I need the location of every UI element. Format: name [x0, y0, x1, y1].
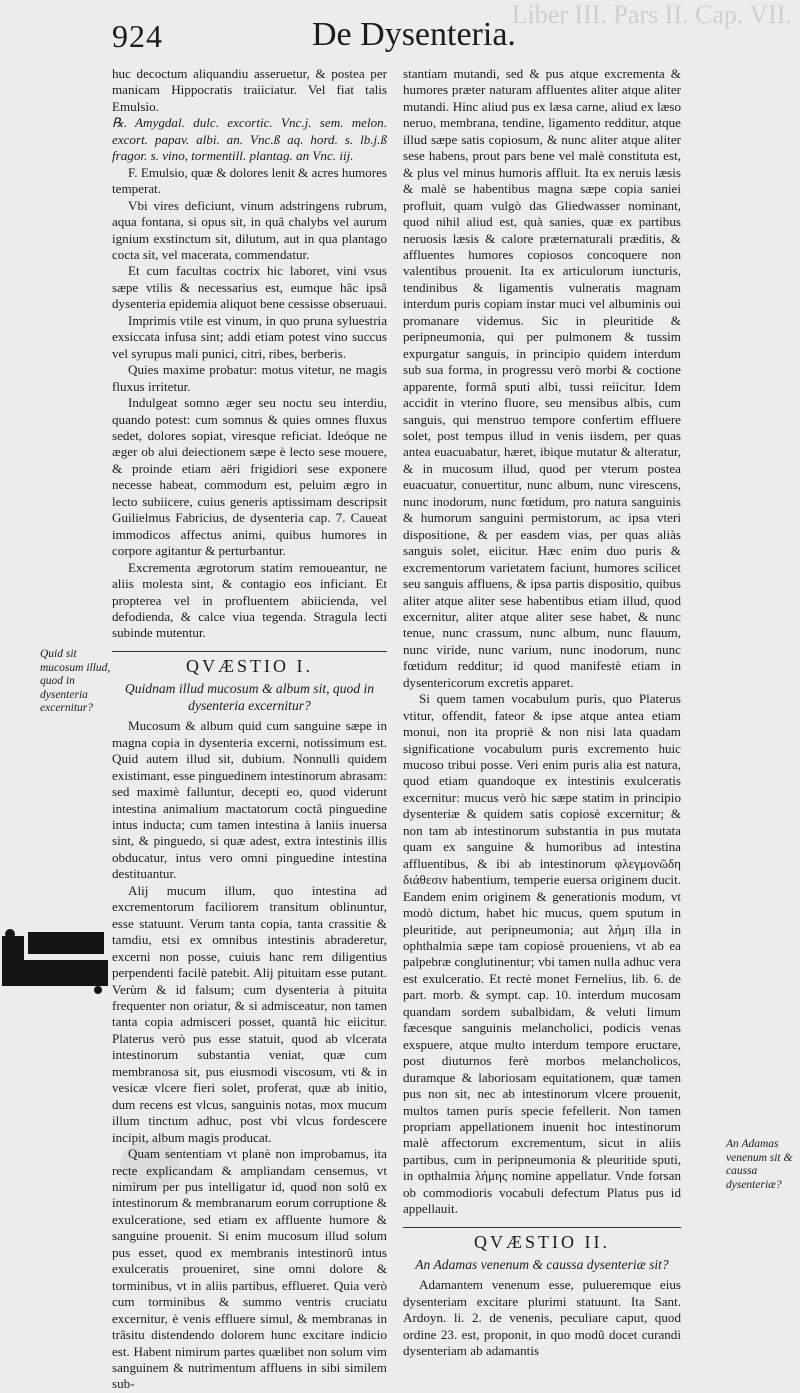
question-label: QVÆSTIO II.	[474, 1231, 610, 1252]
margin-note-right: An Adamas venenum sit & caussa dysenteriæ?	[726, 1138, 793, 1191]
paragraph: Adamantem venenum esse, pulueremque eius dysenteriam excitare plurimi statuunt. Ita Sant. Ardoyn. li. 2. de venenis, peculiare caput, quod ordine 23. est, proponit, in quo modû docet curandi dysenteriam ab adamantis	[403, 1277, 681, 1358]
ink-blot-mark	[0, 926, 110, 996]
left-column	[112, 66, 387, 1393]
paragraph: Vbi vires deficiunt, vinum adstringens rubrum, aqua fontana, si opus sit, in quâ chalybs vel aurum ignium exstinctum sit, dilutum, aut in qua plantago cocta sit, vel macerata, commendatur.	[112, 197, 387, 262]
paragraph: Excrementa ægrotorum statim remoueantur, ne aliis molesta sint, & contagio eos inficiant. Et propterea vel in profluentem abiicienda, vel defodienda, & calce viua tegenda. Stragula lecti subinde mutentur.	[112, 559, 387, 641]
paragraph: Mucosum & album quid cum sanguine sæpe in magna copia in dysenteria excerni, notissimum est. Quid autem illud sit, dubium. Nonnulli quidem existimant, esse pinguedinem intestinorum abrasam: sed maximè falluntur, decepti eo, quod viderunt intestina animalium mactatorum coctâ pinguedine intus inducta; cum tamen intestina à laniis inuersa sint, & pinguedo, si quæ adest, extra intestinis illis obducatur, intus vero omni pinguedine intestina destituantur.	[112, 718, 387, 882]
right-column	[403, 66, 681, 1359]
paragraph: Quam sententiam vt planè non improbamus, ita recte explicandam & ampliandam censemus, vt nimirum per pus intelligatur id, quod non solû ex intestinorum & membranarum eorum corruptione & exulceratione, sed etiam ex affluente humore & sanguine prouenit. Si enim mucosum illud solum pus esset, quod ex membranis intestinorû intus exulceratis proueniret, sine omni dolore & torminibus, vt in aliis partibus, efflueret. Quia verò cum torminibus & summo ventris cruciatu excernitur, è venis effluere simul, & membranas in trâsitu distendendo dolorem hunc excitare indicio est. Habent nimirum partes quælibet non solum vim sanguinem & nutrimentum affluens in sibi similem sub-	[112, 1146, 387, 1392]
question-subtitle: An Adamas venenum & caussa dysenteriæ sit?	[415, 1257, 669, 1273]
paragraph: stantiam mutandi, sed & pus atque excrementa & humores præter naturam affluentes aliter atque aliter mutandi. Hinc aliud pus ex læsa carne, aliud ex læso neruo, membrana, tendine, ligamento redditur, atque illud sæpe satis copiosum, & nunc aliter atque aliter sese habens, prout pars bene vel malè constituta est, & plus vel minus humoris affluit. Ita ex neruis læsis & malè se habentibus magna sæpe copia saniei profluit, quam vulgò das Gliedwasser nominant, quod nihil aliud est, quà sanies, quæ ex partibus neruosis læsis & calore præternaturali præditis, & affluentes humores copiosos concoquere non valentibus prouenit. Ita ex articulorum iuncturis, tendinibus & ligamentis vulneratis magnam interdum puris copiam instar muci vel albuminis oui promanare videmus. Sic in pleuritide & peripneumonia, qui per pulmonem & tussim expurgatur sanguis, in principio quidem interdum sub sua forma, in progressu verò morbi & coctione apparente, formâ sputi albi, tussi reiicitur. Idem accidit in vterino fluore, seu mensibus albis, cum sanguis, qui menstruo tempore confertim effluere solet, post tempus illud in venis iisdem, per quas antea euacuabatur, hæret, ibique mutatur & alteratur, & in mucosum illud, quod per vterum postea euacuatur, conuertitur, nunc album, nunc virescens, nunc inodorum, nunc fœtidum, pro natura sanguinis & humorum sanguini permistorum, ac ipsa vteri dispositione, & per easdem vias, per quas aliàs sanguis solet, eiicitur. Hæc enim duo puris & excrementorum varietatem faciunt, humores scilicet seu sanguis affluens, & ipsa partis dispositio, quibus aliter atque aliter sese habentibus etiam illud, quod excernitur, aliter atque aliter sese habet, & nunc tenue, nunc crassum, nunc album, nunc flauum, nunc viride, nunc varium, nunc inodorum, nunc fœtidum redditur; id quod manifestè etiam in dysentericorum excretis apparet.	[403, 66, 681, 690]
page-number: 924	[112, 18, 163, 54]
margin-note-left: Quid sit mucosum illud, quod in dysenteria excernitur?	[40, 648, 111, 714]
page-header	[112, 18, 532, 58]
paragraph: Quies maxime probatur: motus vitetur, ne magis fluxus irritetur.	[112, 362, 387, 394]
recipe-paragraph: ℞. Amygdal. dulc. excortic. Vnc.j. sem. melon. excort. papav. albi. an. Vnc.ß aq. hord. s. lb.j.ß fragor. s. vino, tormentill. plantag. an Vnc. iij.	[112, 115, 387, 164]
question-subtitle: Quidnam illud mucosum & album sit, quod in dysenteria excernitur?	[124, 681, 375, 714]
paragraph: huc decoctum aliquandiu asseruetur, & postea per manicam Hippocratis traiiciatur. Vel fiat talis Emulsio.	[112, 66, 387, 114]
paragraph: Imprimis vtile est vinum, in quo pruna syluestria exsiccata infusa sint; addi etiam potest vino succus vel syrupus mali punici, citri, ribes, berberis.	[112, 312, 387, 361]
question-label: QVÆSTIO I.	[186, 655, 313, 676]
paragraph: Si quem tamen vocabulum puris, quo Platerus vtitur, offendit, fateor & ipse atque antea etiam monui, non ita propriè & non nisi lata quadam significatione vocabulum puris excremento huic mucoso tribui posse. Veri enim puris alia est natura, quod etiam quandoque ex intestinis exulceratis excernitur: mucus verò hic sæpe statim in principio dysenteriæ & quidem satis copiosè excernitur; & non tam ab intestinorum substantia in pus mutata quam ex sanguine & humoribus ad intestina affluentibus, & ibi ab intestinorum φλεγμονῶδη διάθεσιν habentium, temperie euersa originem ducit. Eandem enim originem & generationis modum, vt modò dictum, habet hic mucus, quem sputum in pleuritide, aut peripneumonia; aut λήμη illa in ophthalmia sæpe tam copiosè proueniens, vt ab ea palpebræ conglutinentur; vbi tamen nulla adhuc vera est exulceratio. Et rectè monet Fernelius, lib. 6. de part. morb. & sympt. cap. 10. interdum mucosam quandam sordem subalbidam, & veluti limum fæcesque sanguinis melancholici, podicis venas exspuere, atque multo interdum tempore eructare, post diuturnos ferè morbos melancholicos, duramque & laboriosam equitationem, quæ tamen pus non sit, nec ab intestinorum vlcere prouenit, multos tamen puris specie fefellerit. Non tamen propriam appellationem inuenit hoc intestinorum malè affectorum excrementum, sicut in aliis partibus, cum in peripneumonia & pleuritide sputi, in opthalmia λήμης nomine appellatur. Vnde forsan ob commodioris vocabuli defectum Platus pus id appellauit.	[403, 691, 681, 1217]
bleed-through-text: Liber III. Pars II. Cap. VII.	[511, 0, 792, 29]
paragraph: Indulgeat somno æger seu noctu seu interdiu, quando potest: cum somnus & quies omnes fluxus sedet, dolores sopiat, viresque reficiat. Ideóque ne æger ob alui deiectionem sæpe è lecto sese mouere, & proinde etiam aëri frigidiori sese exponere necesse habeat, commodum est, peluim ægro in lecto subiicere, cuius generis aptissimam descripsit Guilielmus Fabricius, de dysenteria cap. 7. Caueat immodicos affectus animi, quibus humores in corpore agitantur & perturbantur.	[112, 395, 387, 559]
paragraph: Alij mucum illum, quo intestina ad excrementorum faciliorem transitum oblinuntur, esse statuunt. Verum tanta copia, tanta crassitie & tamdiu, etsi ex omnibus intestinis abraderetur, excerni non posse, cuiuis hanc rem diligentius perpendenti facilè patebit. Alij pituitam esse putant. Verùm & id falsum; cum dysenteria à pituita frequenter non oriatur, & si admisceatur, non tamen tanta copia admisceri posset, quantâ hic eiicitur. Platerus verò pus esse statuit, quod ab vlcerata intestinorum substantia veniat, quæ cum membranosa sit, pus eiusmodi viscosum, vti & in vesicæ vlcere fieri solet, proferat, quæ ab initio, dum recens est vlcus, sanguinis notas, mox mucum illum tinctum adhuc, post vbi vlcus fordescere incipit, album magis producat.	[112, 882, 387, 1145]
running-title: De Dysenteria.	[312, 16, 516, 53]
paragraph: F. Emulsio, quæ & dolores lenit & acres humores temperat.	[112, 164, 387, 197]
paragraph: Et cum facultas coctrix hic laboret, vini vsus sæpe vtilis & necessarius est, eumque hâc ipsâ dysenteria epidemia aliquot bene cessisse obseruaui.	[112, 263, 387, 312]
question-heading	[112, 651, 387, 676]
question-heading	[403, 1227, 681, 1252]
